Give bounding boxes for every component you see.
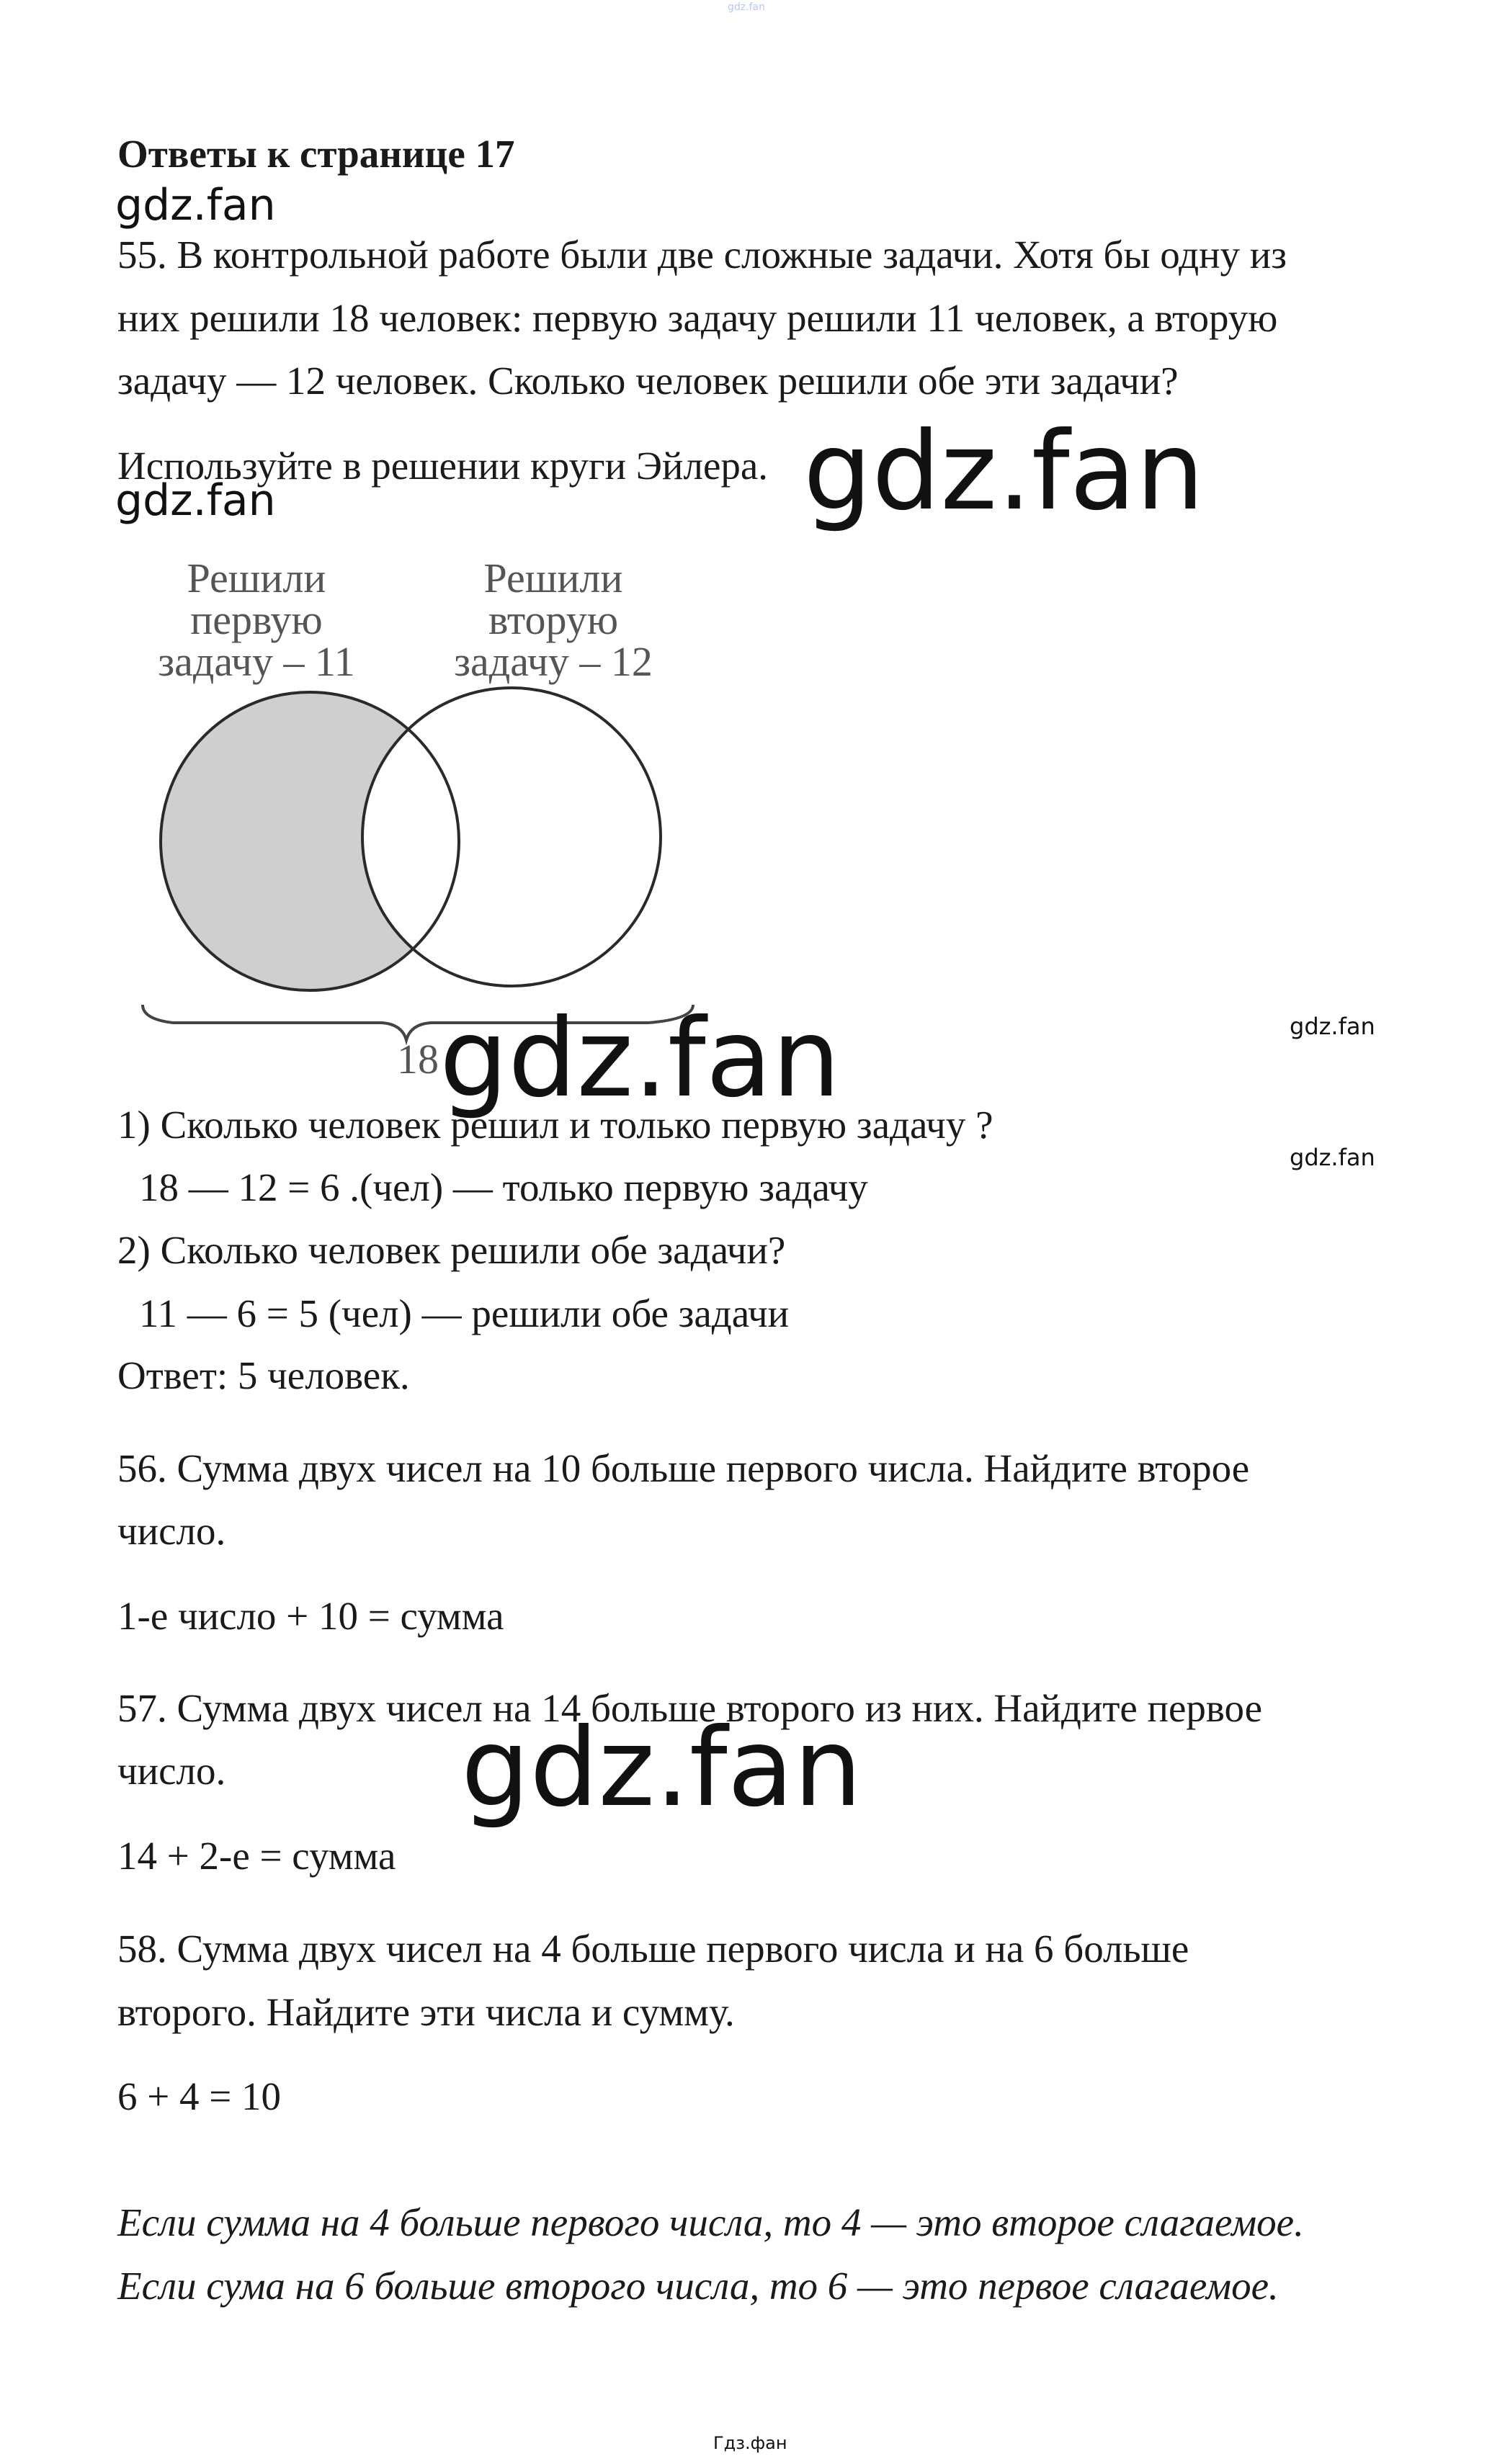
task55-hint: Используйте в решении круги Эйлера.: [117, 444, 769, 488]
task55-line1: 55. В контрольной работе были две сложные задачи. Хотя бы одну из: [117, 233, 1287, 277]
task56-solution: 1-е число + 10 = сумма: [117, 1594, 504, 1638]
task55-line3: задачу — 12 человек. Сколько человек решили обе эти задачи?: [117, 359, 1179, 403]
watermark-big-1: gdz.fan: [803, 409, 1205, 534]
task58-solution: 6 + 4 = 10: [117, 2074, 282, 2118]
task56-line1: 56. Сумма двух чисел на 10 больше первого числа. Найдите второе: [117, 1446, 1250, 1490]
task57-line2: число.: [117, 1749, 226, 1793]
task58-note1: Если сумма на 4 больше первого числа, то 4 — это второе слагаемое.: [117, 2200, 1304, 2244]
task55-step1-question: 1) Сколько человек решил и только первую задачу ?: [117, 1103, 993, 1147]
venn-left-label-line1: Решили: [187, 555, 326, 601]
watermark-big-2: gdz.fan: [439, 996, 841, 1121]
task55-step1-answer: 18 — 12 = 6 .(чел) — только первую задачу: [139, 1165, 868, 1209]
venn-total-label: 18: [397, 1036, 439, 1083]
task58-note2: Если сума на 6 больше второго числа, то 6 — это первое слагаемое.: [117, 2264, 1279, 2308]
venn-left-label-line3: задачу – 11: [158, 638, 355, 685]
task55-line2: них решили 18 человек: первую задачу решили 11 человек, а вторую: [117, 296, 1278, 340]
venn-right-label-line2: вторую: [488, 596, 619, 643]
watermark-right-2: gdz.fan: [1290, 1144, 1375, 1171]
task57-line1: 57. Сумма двух чисел на 14 больше второго из них. Найдите первое: [117, 1686, 1263, 1730]
task56-line2: число.: [117, 1509, 226, 1553]
watermark-under-hint: gdz.fan: [115, 475, 276, 526]
venn-right-label-line3: задачу – 12: [454, 638, 653, 685]
task58-line1: 58. Сумма двух чисел на 4 больше первого числа и на 6 больше: [117, 1927, 1189, 1971]
page-title: Ответы к странице 17: [117, 132, 515, 176]
task58-line2: второго. Найдите эти числа и сумму.: [117, 1990, 735, 2034]
task57-solution: 14 + 2-е = сумма: [117, 1834, 396, 1878]
task55-answer: Ответ: 5 человек.: [117, 1353, 410, 1397]
venn-left-label-line2: первую: [190, 596, 323, 643]
venn-right-label-line1: Решили: [483, 555, 623, 601]
task55-step2-answer: 11 — 6 = 5 (чел) — решили обе задачи: [139, 1291, 790, 1335]
watermark-big-3: gdz.fan: [461, 1706, 862, 1831]
watermark-top: gdz.fan: [728, 1, 765, 13]
venn-left-label: [158, 555, 355, 685]
watermark-footer: Гдз.фан: [713, 2433, 787, 2453]
venn-right-label: [454, 555, 653, 685]
watermark-under-title: gdz.fan: [115, 180, 276, 230]
task55-step2-question: 2) Сколько человек решили обе задачи?: [117, 1228, 786, 1272]
watermark-right-1: gdz.fan: [1290, 1013, 1375, 1040]
